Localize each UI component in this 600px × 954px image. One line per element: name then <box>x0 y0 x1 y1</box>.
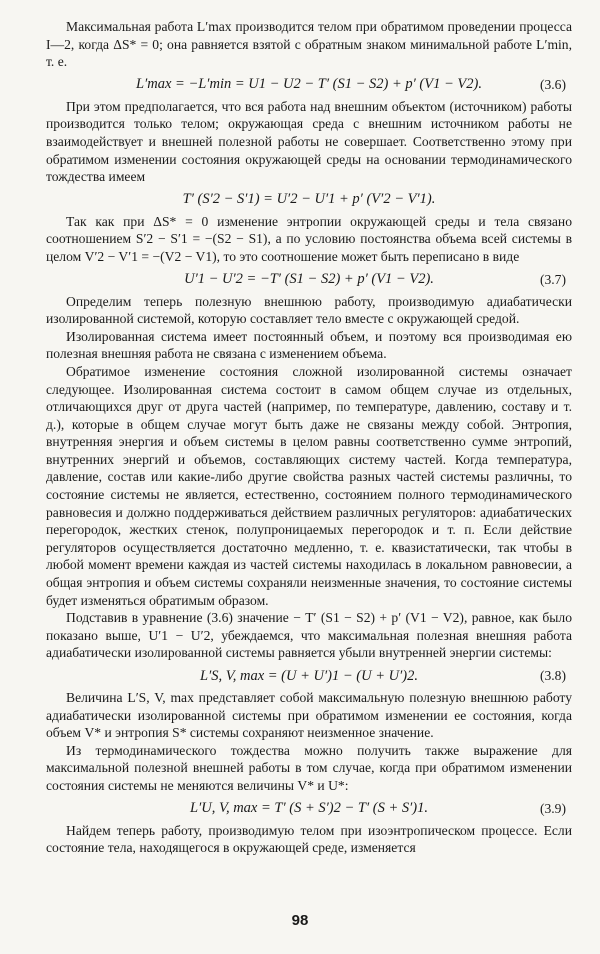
equation <box>46 798 572 820</box>
paragraph: Величина L′S, V, max представляет собой максимальную полезную внешнюю работу адиабатически изолированной системы при обратимом изменении ее состояния, когда объем V* и энтропия S* системы сохраняют неизменное значение. <box>46 690 572 741</box>
paragraph: Максимальная работа L′max производится телом при обратимом проведении процесса I—2, когда ΔS* = 0; она равняется взятой с обратным знаком минимальной работе L′min, т. е. <box>46 19 572 70</box>
paragraph: Изолированная система имеет постоянный объем, и поэтому вся производимая ею полезная внешняя работа не связана с изменением объема. <box>46 328 572 362</box>
equation-number: (3.7) <box>539 271 566 287</box>
equation-number: (3.8) <box>539 668 566 683</box>
equation-number: (3.9) <box>539 800 566 816</box>
equation <box>46 74 572 96</box>
equation-expression: L′S, V, max = (U + U′)1 − (U + U′)2. <box>200 667 418 684</box>
paragraph: При этом предполагается, что вся работа над внешним объектом (источником) работы производится только телом; окружающая среда с внешним источником работы не взаимодействует и внешней полезной работы не совершает. Соответственно этому при обратимом изменении состояния окружающей среды на основании термодинамического тождества имеем <box>46 98 572 185</box>
equation-number: (3.6) <box>539 76 566 92</box>
paragraph: Найдем теперь работу, производимую телом при изоэнтропическом процессе. Если состояние тела, находящегося в окружающей среде, изменяется <box>46 822 572 856</box>
equation-expression: T′ (S′2 − S′1) = U′2 − U′1 + p′ (V′2 − V′1). <box>182 191 436 208</box>
equation <box>46 269 572 291</box>
page-number: 98 <box>291 912 309 929</box>
paragraph: Определим теперь полезную внешнюю работу, производимую адиабатически изолированной системой, которую составляет тело вместе с окружающей средой. <box>46 293 572 327</box>
paragraph: Подставив в уравнение (3.6) значение − T′ (S1 − S2) + p′ (V1 − V2), равное, как было показано выше, U′1 − U′2, убеждаемся, что максимальная полезная внешняя работа адиабатически изолированной системы равняется убыли внутренней энергии системы: <box>46 610 572 661</box>
paragraph: Из термодинамического тождества можно получить также выражение для максимальной полезной внешней работы в том случае, когда при обратимом изменении состояния системы не меняются величины V* и U*: <box>46 742 572 793</box>
equation-expression: U′1 − U′2 = −T′ (S1 − S2) + p′ (V1 − V2). <box>184 271 434 288</box>
equation-expression: L′U, V, max = T′ (S + S′)2 − T′ (S + S′)1. <box>190 800 428 817</box>
equation-expression: L′max = −L′min = U1 − U2 − T′ (S1 − S2) + p′ (V1 − V2). <box>136 76 482 93</box>
equation <box>46 189 572 211</box>
paragraph: Так как при ΔS* = 0 изменение энтропии окружающей среды и тела связано соотношением S′2 − S′1 = −(S2 − S1), а по условию постоянства объема всей системы в целом V′2 − V′1 = −(V2 − V1), то это соотношение может быть переписано в виде <box>46 213 572 264</box>
equation <box>46 665 572 687</box>
paragraph: Обратимое изменение состояния сложной изолированной системы означает следующее. Изолированная система состоит в самом общем случае из отдельных, отличающихся друг от друга частей (например, по температуре, давлению, составу и т. д.), которые в общем случае могут быть даже не связаны между собой. Энтропия, внутренняя энергия и объем системы в целом равны соответственно сумме энтропий, внутренних энергий и объемов, составляющих систему частей. Когда температура, давление, состав или какие-либо другие свойства разных частей системы различны, то состояние системы не является, естественно, состоянием полного термодинамического равновесия и должно поддерживаться действием различных регуляторов: адиабатических перегородок, жестких стенок, полупроницаемых перегородок и т. п. Если действие регуляторов осуществляется достаточно медленно, т. е. квазистатически, так чтобы в любой момент времени каждая из частей системы находилась в локальном равновесии, а общая энтропия и объем системы сохраняли неизменные значения, то состояние системы будет изменяться обратимым образом. <box>46 363 572 608</box>
